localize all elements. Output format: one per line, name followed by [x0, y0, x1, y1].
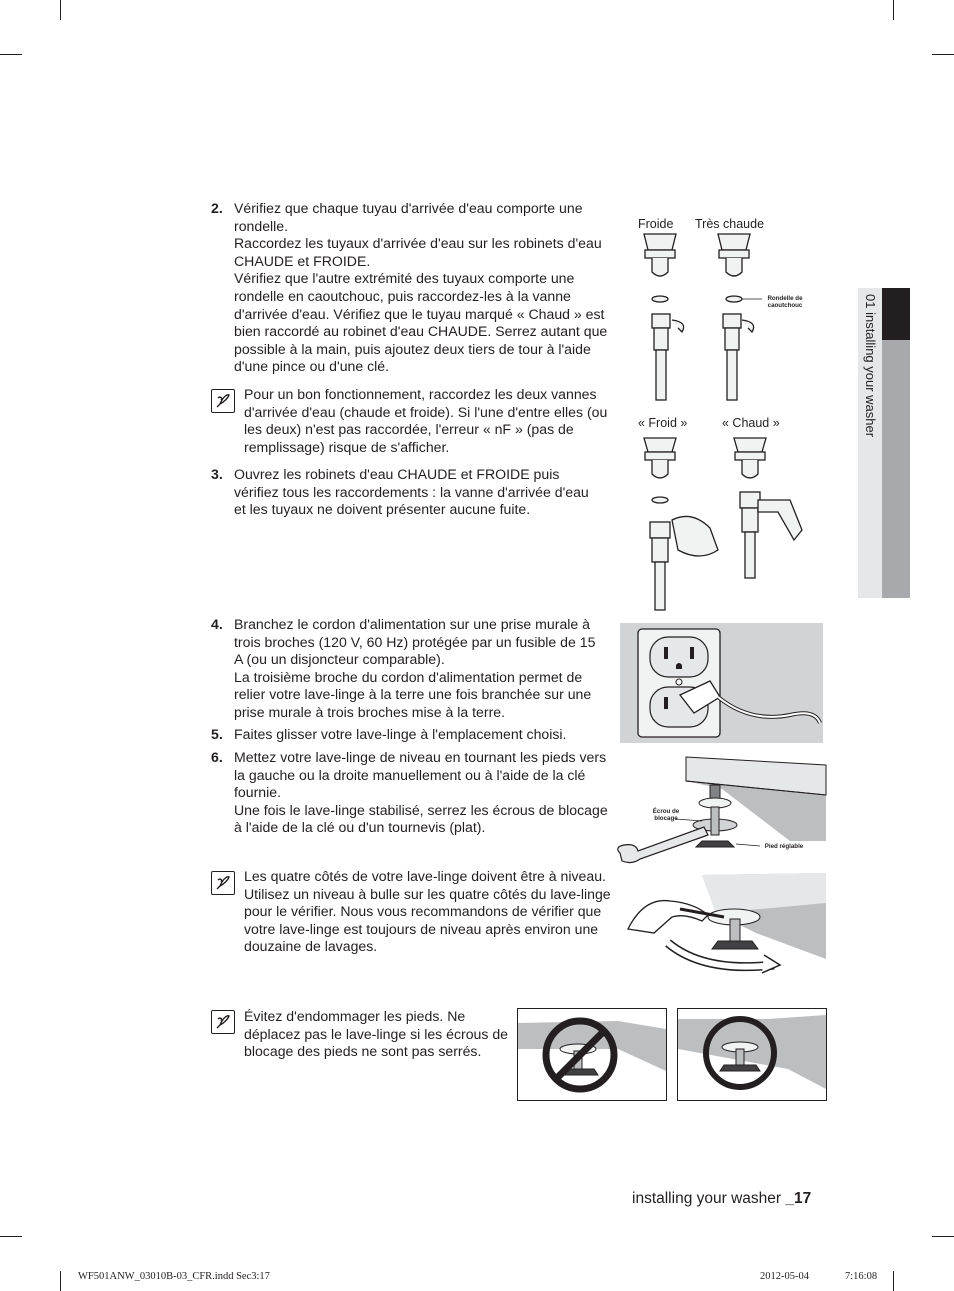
no-move-warning-figure [517, 1008, 667, 1101]
step-number: 4. [211, 616, 223, 632]
page-number: _17 [785, 1190, 812, 1207]
crop-mark [893, 1271, 894, 1291]
step-text: Mettez votre lave-linge de niveau en tournant les pieds vers la gauche ou la droite manuellement ou à l'aide de la clé fournie. [234, 749, 607, 801]
crop-mark [893, 0, 894, 20]
note-text: Évitez d'endommager les pieds. Ne déplacez pas le lave-linge si les écrous de blocage des pieds ne sont pas serrés. [244, 1008, 509, 1060]
step-text: Vérifiez que l'autre extrémité des tuyaux comporte une rondelle en caoutchouc, puis raccordez-les à la vanne d'arrivée d'eau. Vérifiez que le tuyau marqué « Chaud » est bien raccordé au robinet d'eau CHAUDE. Serrez autant que possible à la main, puis ajoutez deux tiers de tour à l'aide d'une pince ou d'une clé. [234, 270, 608, 375]
step-text: Vérifiez que chaque tuyau d'arrivée d'eau comporte une rondelle. [234, 200, 583, 234]
label-chaud: « Chaud » [722, 416, 780, 430]
note-icon [211, 1010, 235, 1034]
step-text: Ouvrez les robinets d'eau CHAUDE et FROIDE puis vérifiez tous les raccordements : la vanne d'arrivée d'eau et les tuyaux ne doivent présenter aucune fuite. [234, 466, 589, 518]
step-number: 6. [211, 749, 223, 765]
slug-file: WF501ANW_03010B-03_CFR.indd Sec3:17 [78, 1271, 270, 1282]
step-number: 2. [211, 200, 223, 216]
label-pied: Pied réglable [764, 843, 804, 850]
leveling-hand-figure [624, 873, 827, 985]
step-text: Faites glisser votre lave-linge à l'emplacement choisi. [234, 726, 567, 742]
page-footer [632, 1190, 811, 1208]
crop-mark [932, 1236, 954, 1237]
label-rondelle: Rondelle de caoutchouc [767, 295, 803, 309]
crop-mark [0, 1236, 22, 1237]
note-icon [211, 871, 235, 895]
wall-outlet-figure [620, 623, 823, 743]
crop-mark [60, 0, 61, 20]
note-icon [211, 389, 235, 413]
step-text: Raccordez les tuyaux d'arrivée d'eau sur les robinets d'eau CHAUDE et FROIDE. [234, 235, 602, 269]
note-text: Pour un bon fonctionnement, raccordez les deux vannes d'arrivée d'eau (chaude et froide). Si l'une d'entre elles (ou les deux) n'est pas raccordée, l'erreur « nF » (pas de remplissage) risque de s'afficher. [244, 386, 608, 455]
crop-mark [932, 54, 954, 55]
chapter-tab-label: 01 installing your washer [863, 294, 878, 438]
leveling-foot-figure [612, 755, 827, 867]
chapter-side-tab [858, 288, 910, 598]
label-ecrou: Écrou de blocage [652, 808, 680, 822]
label-tres-chaude: Très chaude [695, 217, 765, 231]
crop-mark [60, 1271, 61, 1291]
step-text: La troisième broche du cordon d'alimentation permet de relier votre lave-linge à la terre une fois branchée sur une prise murale à trois broches mise à la terre. [234, 668, 592, 720]
footer-text: installing your washer [632, 1190, 786, 1207]
note-text: Les quatre côtés de votre lave-linge doivent être à niveau. Utilisez un niveau à bulle sur les quatre côtés du lave-linge pour le vérifier. Nous vous recommandons de vérifier que votre lave-linge est toujours de niveau après environ une douzaine de lavages. [244, 868, 611, 955]
label-froide: Froide [638, 217, 674, 231]
label-froid: « Froid » [638, 416, 688, 430]
slug-date: 2012-05-04 [760, 1271, 809, 1282]
crop-mark [0, 54, 22, 55]
step-text: Branchez le cordon d'alimentation sur une prise murale à trois broches (120 V, 60 Hz) protégée par un fusible de 15 A (ou un disjoncteur comparable). [234, 616, 596, 668]
ok-foot-figure [677, 1008, 827, 1101]
step-text: Une fois le lave-linge stabilisé, serrez les écrous de blocage à l'aide de la clé ou d'un tournevis (plat). [234, 801, 608, 836]
step-number: 3. [211, 466, 223, 482]
step-number: 5. [211, 726, 223, 742]
slug-time: 7:16:08 [845, 1271, 878, 1282]
hose-connection-figure [630, 210, 830, 615]
